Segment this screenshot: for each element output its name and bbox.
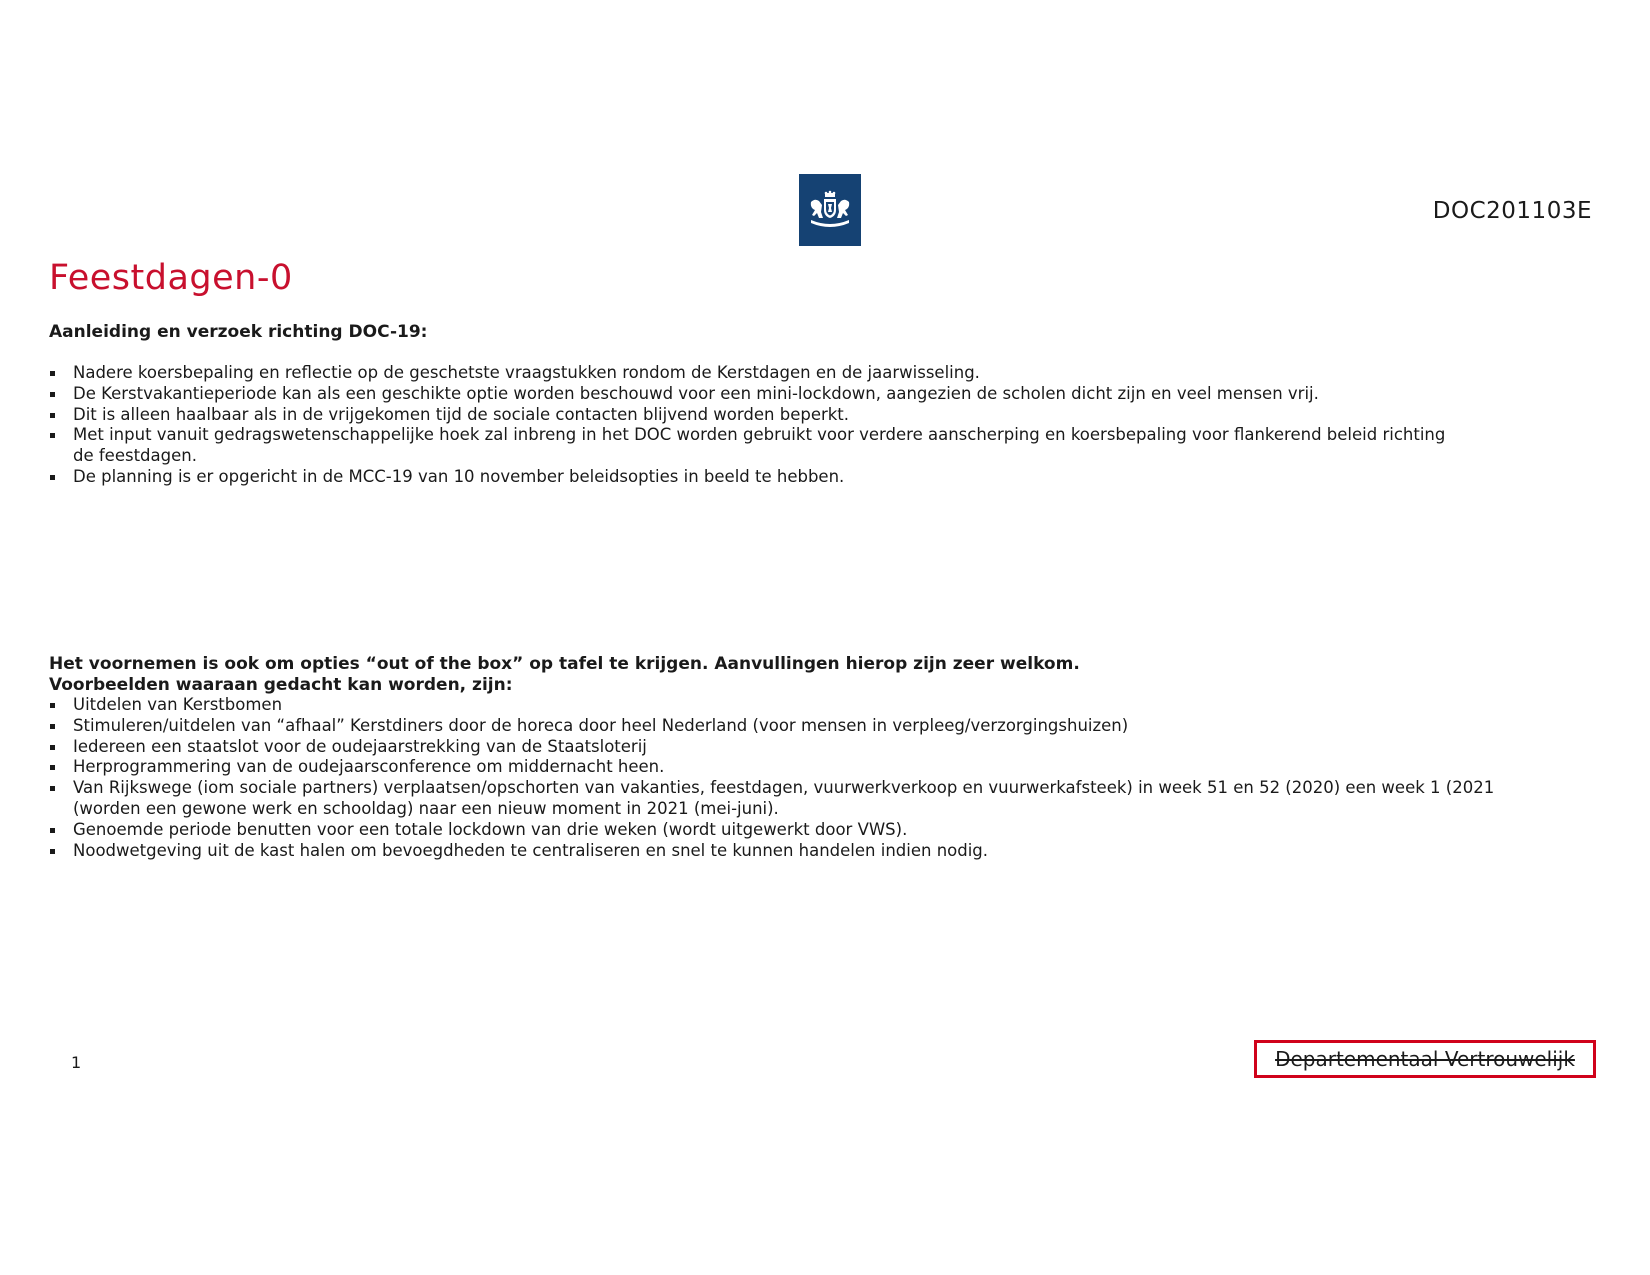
list-item: Stimuleren/uitdelen van “afhaal” Kerstdiners door de horeca door heel Nederland (voor mensen in verpleeg/verzorgingshuizen)	[49, 716, 1519, 737]
document-id: DOC201103E	[1432, 198, 1592, 224]
list-item: Iedereen een staatslot voor de oudejaarstrekking van de Staatsloterij	[49, 737, 1519, 758]
page-number: 1	[71, 1053, 82, 1072]
list-item: Dit is alleen haalbaar als in de vrijgekomen tijd de sociale contacten blijvend worden beperkt.	[49, 405, 1469, 426]
coat-of-arms-icon	[805, 190, 855, 230]
aanleiding-list	[49, 363, 1469, 488]
list-item: De Kerstvakantieperiode kan als een geschikte optie worden beschouwd voor een mini-lockdown, aangezien de scholen dicht zijn en veel mensen vrij.	[49, 384, 1469, 405]
list-item: De planning is er opgericht in de MCC-19 van 10 november beleidsopties in beeld te hebben.	[49, 467, 1469, 488]
section-heading-voornemen: Het voornemen is ook om opties “out of the box” op tafel te krijgen. Aanvullingen hierop zijn zeer welkom.	[49, 654, 1080, 674]
list-item: Met input vanuit gedragswetenschappelijke hoek zal inbreng in het DOC worden gebruikt voor verdere aanscherping en koersbepaling voor flankerend beleid richting de feestdagen.	[49, 425, 1469, 467]
voorbeelden-list	[49, 695, 1519, 861]
section-subheading-voorbeelden: Voorbeelden waaraan gedacht kan worden, zijn:	[49, 675, 513, 695]
list-item: Van Rijkswege (iom sociale partners) verplaatsen/opschorten van vakanties, feestdagen, vuurwerkverkoop en vuurwerkafsteek) in week 51 en 52 (2020) een week 1 (2021 (worden een gewone werk en schooldag) naar een nieuw moment in 2021 (mei-juni).	[49, 778, 1519, 820]
list-item: Uitdelen van Kerstbomen	[49, 695, 1519, 716]
page-title: Feestdagen-0	[49, 258, 293, 298]
classification-label: Departementaal Vertrouwelijk	[1254, 1040, 1596, 1078]
list-item: Genoemde periode benutten voor een totale lockdown van drie weken (wordt uitgewerkt door VWS).	[49, 820, 1519, 841]
rijksoverheid-logo	[799, 174, 861, 246]
list-item: Noodwetgeving uit de kast halen om bevoegdheden te centraliseren en snel te kunnen handelen indien nodig.	[49, 841, 1519, 862]
list-item: Nadere koersbepaling en reflectie op de geschetste vraagstukken rondom de Kerstdagen en de jaarwisseling.	[49, 363, 1469, 384]
list-item: Herprogrammering van de oudejaarsconference om middernacht heen.	[49, 757, 1519, 778]
section-heading-aanleiding: Aanleiding en verzoek richting DOC-19:	[49, 322, 428, 342]
